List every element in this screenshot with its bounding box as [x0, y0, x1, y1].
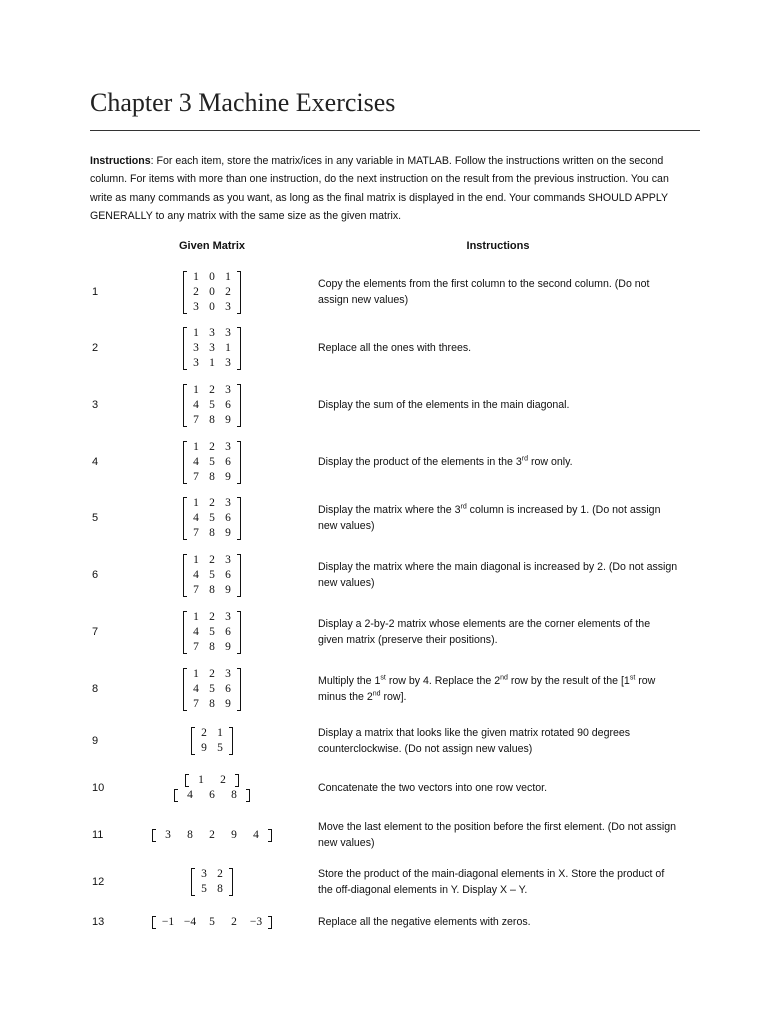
matrix-row: [188, 610, 236, 625]
matrix-row: [188, 553, 236, 568]
given-matrix-cell: [150, 270, 274, 315]
matrix-element: 1: [225, 270, 231, 283]
instructions-paragraph: [90, 152, 690, 226]
instruction-text: [318, 914, 678, 930]
matrix-element: 5: [209, 511, 215, 524]
matrix-element: 1: [225, 341, 231, 354]
matrix-element: 3: [225, 356, 231, 369]
vector-element: −3: [249, 915, 263, 928]
ordinal-suffix: st: [629, 674, 636, 682]
instruction-text: [318, 559, 678, 591]
exercise-number: 12: [92, 876, 105, 888]
matrix-element: 7: [193, 413, 199, 426]
exercise-row: [0, 763, 768, 813]
column-header-instructions: Instructions: [466, 240, 530, 252]
ordinal-suffix: st: [380, 674, 386, 682]
matrix-row: [188, 383, 236, 398]
vector-element: −4: [183, 915, 197, 928]
matrix-element: 9: [225, 526, 231, 539]
given-matrix-cell: [150, 773, 274, 803]
matrix-element: 3: [209, 341, 215, 354]
vector-element: −1: [161, 915, 175, 928]
matrix-element: 2: [209, 667, 215, 680]
exercise-number: 8: [92, 683, 99, 695]
matrix-row: [188, 285, 236, 300]
matrix-element: 2: [217, 868, 223, 880]
matrix-row: [188, 455, 236, 470]
instruction-text: [318, 780, 678, 796]
matrix-element: 2: [209, 610, 215, 623]
instruction-segment: row minus the 2: [318, 675, 656, 703]
matrix-block: [183, 496, 241, 541]
matrix-row: [196, 726, 228, 741]
matrix-row: [188, 697, 236, 712]
instruction-segment: Copy the elements from the first column to the second column. (Do not assign new values): [318, 278, 650, 306]
ordinal-suffix: rd: [460, 503, 467, 511]
exercise-row: [0, 664, 768, 714]
exercise-number: 4: [92, 456, 99, 468]
matrix-element: 9: [201, 742, 207, 754]
instruction-segment: Multiply the 1: [318, 675, 381, 687]
matrix-row: [188, 583, 236, 598]
matrix-element: 3: [193, 300, 199, 313]
matrix-element: 6: [225, 398, 231, 411]
matrix-element: 1: [193, 496, 199, 509]
exercise-number: 6: [92, 569, 99, 581]
matrix-block: [191, 726, 233, 756]
matrix-row: [188, 667, 236, 682]
matrix-element: 3: [201, 868, 207, 880]
vector-element: 5: [209, 915, 215, 928]
instruction-segment: Display the sum of the elements in the main diagonal.: [318, 399, 570, 411]
vector-element: 1: [198, 774, 204, 786]
matrix-element: 8: [209, 697, 215, 710]
matrix-element: 2: [209, 440, 215, 453]
matrix-element: 5: [209, 568, 215, 581]
matrix-element: 5: [209, 625, 215, 638]
matrix-element: 4: [193, 398, 199, 411]
row-vector: [152, 915, 272, 930]
exercise-number: 2: [92, 342, 99, 354]
matrix-element: 2: [225, 285, 231, 298]
matrix-block: [191, 867, 233, 897]
matrix-block: [183, 270, 241, 315]
matrix-element: 3: [225, 610, 231, 623]
instruction-segment: Display the matrix where the main diagonal is increased by 2. (Do not assign new values): [318, 561, 678, 589]
matrix-element: 1: [193, 553, 199, 566]
matrix-row: [188, 326, 236, 341]
matrix-row: [196, 882, 228, 897]
matrix-block: [183, 610, 241, 655]
matrix-row: [188, 413, 236, 428]
matrix-element: 4: [193, 511, 199, 524]
row-vector: [152, 828, 272, 843]
matrix-element: 3: [193, 341, 199, 354]
instructions-emphasis: SHOULD APPLY GENERALLY: [90, 191, 668, 223]
matrix-element: 2: [209, 496, 215, 509]
matrix-element: 7: [193, 697, 199, 710]
instruction-segment: column is increased by 1. (Do not assign new values): [318, 504, 661, 532]
matrix-element: 1: [193, 667, 199, 680]
exercise-row: [0, 607, 768, 657]
given-matrix-cell: [150, 726, 274, 756]
matrix-element: 5: [209, 455, 215, 468]
ordinal-suffix: nd: [372, 690, 381, 698]
matrix-element: 3: [225, 496, 231, 509]
instruction-text: [318, 866, 678, 898]
matrix-row: [188, 640, 236, 655]
vector-element: 6: [209, 789, 215, 801]
matrix-element: 1: [193, 610, 199, 623]
exercise-number: 9: [92, 735, 99, 747]
matrix-row: [188, 440, 236, 455]
instruction-segment: row].: [380, 691, 407, 703]
matrix-element: 3: [225, 326, 231, 339]
matrix-block: [183, 326, 241, 371]
page-title: Chapter 3 Machine Exercises: [90, 88, 396, 117]
exercise-row: [0, 380, 768, 430]
matrix-element: 6: [225, 625, 231, 638]
matrix-element: 3: [225, 667, 231, 680]
given-matrix-cell: [150, 828, 274, 843]
exercise-number: 3: [92, 399, 99, 411]
instruction-segment: Display a 2-by-2 matrix whose elements are the corner elements of the given matrix (preserve their positions).: [318, 618, 651, 646]
matrix-element: 2: [201, 727, 207, 739]
given-matrix-cell: [150, 667, 274, 712]
given-matrix-cell: [150, 326, 274, 371]
vector-element: 4: [253, 828, 259, 841]
matrix-element: 4: [193, 625, 199, 638]
instruction-segment: Display the matrix where the 3: [318, 504, 461, 516]
matrix-element: 2: [193, 285, 199, 298]
given-matrix-cell: [150, 440, 274, 485]
instruction-text: [318, 340, 678, 356]
matrix-element: 7: [193, 526, 199, 539]
matrix-element: 5: [217, 742, 223, 754]
matrix-element: 9: [225, 640, 231, 653]
instruction-segment: Concatenate the two vectors into one row vector.: [318, 782, 548, 794]
instruction-text: [318, 616, 678, 648]
given-matrix-cell: [150, 496, 274, 541]
instruction-text: [318, 725, 678, 757]
exercise-number: 7: [92, 626, 99, 638]
matrix-row: [188, 682, 236, 697]
matrix-element: 3: [225, 300, 231, 313]
matrix-element: 9: [225, 697, 231, 710]
matrix-block: [183, 383, 241, 428]
matrix-row: [188, 300, 236, 315]
vector-element: 2: [231, 915, 237, 928]
instruction-text: [318, 673, 678, 705]
given-matrix-cell: [150, 553, 274, 598]
matrix-row: [188, 356, 236, 371]
exercise-number: 1: [92, 286, 99, 298]
matrix-element: 1: [217, 727, 223, 739]
matrix-element: 9: [225, 470, 231, 483]
matrix-row: [188, 526, 236, 541]
exercise-number: 10: [92, 782, 105, 794]
instruction-segment: Replace all the negative elements with zeros.: [318, 916, 531, 928]
matrix-element: 8: [217, 883, 223, 895]
ordinal-suffix: rd: [521, 455, 528, 463]
matrix-row: [196, 741, 228, 756]
row-vector: [174, 788, 250, 803]
instruction-text: [318, 454, 678, 470]
vector-element: 2: [220, 774, 226, 786]
exercise-row: [0, 810, 768, 860]
instruction-text: [318, 276, 678, 308]
exercise-row: [0, 897, 768, 947]
matrix-element: 2: [209, 553, 215, 566]
instruction-segment: Display the product of the elements in the 3: [318, 456, 522, 468]
matrix-element: 8: [209, 413, 215, 426]
instruction-segment: row by the result of the [1: [507, 675, 630, 687]
vector-element: 8: [187, 828, 193, 841]
exercise-row: [0, 716, 768, 766]
instructions-text: : For each item, store the matrix/ices in any variable in MATLAB. Follow the instructions written on the second column. For items with more than one instruction, do the next instruction on the result from the previous instruction. You can write as many commands as you want, as long as the final matrix is displayed in the end. Your commands: [90, 155, 669, 204]
instruction-text: [318, 819, 678, 851]
matrix-element: 0: [209, 270, 215, 283]
vector-element: 3: [165, 828, 171, 841]
matrix-element: 8: [209, 470, 215, 483]
matrix-element: 3: [209, 326, 215, 339]
given-matrix-cell: [150, 915, 274, 930]
instruction-segment: Replace all the ones with threes.: [318, 342, 472, 354]
exercise-number: 13: [92, 916, 105, 928]
exercise-row: [0, 493, 768, 543]
matrix-element: 8: [209, 583, 215, 596]
ordinal-suffix: nd: [500, 674, 508, 682]
matrix-element: 6: [225, 455, 231, 468]
matrix-element: 1: [193, 270, 199, 283]
matrix-element: 1: [193, 326, 199, 339]
matrix-element: 9: [225, 583, 231, 596]
instruction-segment: row by 4. Replace the 2: [385, 675, 501, 687]
vector-element: 8: [231, 789, 237, 801]
matrix-element: 6: [225, 511, 231, 524]
exercise-row: [0, 437, 768, 487]
matrix-row: [188, 470, 236, 485]
matrix-element: 9: [225, 413, 231, 426]
matrix-element: 0: [209, 300, 215, 313]
instruction-segment: Store the product of the main-diagonal elements in X. Store the product of the off-diagonal elements in Y. Display X – Y.: [318, 868, 665, 896]
matrix-element: 5: [209, 398, 215, 411]
matrix-row: [188, 496, 236, 511]
given-matrix-cell: [150, 383, 274, 428]
matrix-element: 5: [201, 883, 207, 895]
matrix-element: 8: [209, 526, 215, 539]
matrix-block: [183, 440, 241, 485]
exercise-number: 11: [92, 829, 104, 841]
matrix-element: 7: [193, 640, 199, 653]
matrix-element: 7: [193, 470, 199, 483]
matrix-element: 3: [225, 553, 231, 566]
matrix-row: [188, 270, 236, 285]
matrix-row: [188, 341, 236, 356]
exercise-row: [0, 550, 768, 600]
instruction-text: [318, 502, 678, 534]
instruction-segment: Move the last element to the position before the first element. (Do not assign new values): [318, 821, 677, 849]
given-matrix-cell: [150, 610, 274, 655]
matrix-element: 4: [193, 682, 199, 695]
instruction-segment: row only.: [528, 456, 573, 468]
instruction-segment: Display a matrix that looks like the given matrix rotated 90 degrees counterclockwise. (Do not assign new values): [318, 727, 631, 755]
matrix-row: [188, 625, 236, 640]
matrix-element: 1: [193, 440, 199, 453]
matrix-row: [188, 568, 236, 583]
vector-element: 4: [187, 789, 193, 801]
column-header-given-matrix: Given Matrix: [178, 240, 246, 252]
matrix-element: 3: [225, 383, 231, 396]
matrix-element: 4: [193, 568, 199, 581]
matrix-element: 2: [209, 383, 215, 396]
matrix-element: 5: [209, 682, 215, 695]
matrix-element: 6: [225, 682, 231, 695]
exercise-row: [0, 323, 768, 373]
row-vector: [185, 773, 239, 788]
matrix-block: [183, 667, 241, 712]
instructions-label: Instructions: [90, 155, 151, 167]
matrix-row: [188, 511, 236, 526]
instruction-text: [318, 397, 678, 413]
title-rule: [90, 130, 700, 131]
matrix-element: 1: [209, 356, 215, 369]
matrix-element: 3: [225, 440, 231, 453]
exercise-number: 5: [92, 512, 99, 524]
matrix-row: [188, 398, 236, 413]
exercise-row: [0, 267, 768, 317]
matrix-element: 1: [193, 383, 199, 396]
given-matrix-cell: [150, 867, 274, 897]
matrix-element: 8: [209, 640, 215, 653]
instructions-text-end: to any matrix with the same size as the given matrix.: [152, 210, 402, 223]
matrix-block: [183, 553, 241, 598]
matrix-element: 0: [209, 285, 215, 298]
vector-element: 2: [209, 828, 215, 841]
matrix-element: 4: [193, 455, 199, 468]
matrix-element: 3: [193, 356, 199, 369]
matrix-element: 7: [193, 583, 199, 596]
matrix-element: 6: [225, 568, 231, 581]
matrix-row: [196, 867, 228, 882]
vector-element: 9: [231, 828, 237, 841]
